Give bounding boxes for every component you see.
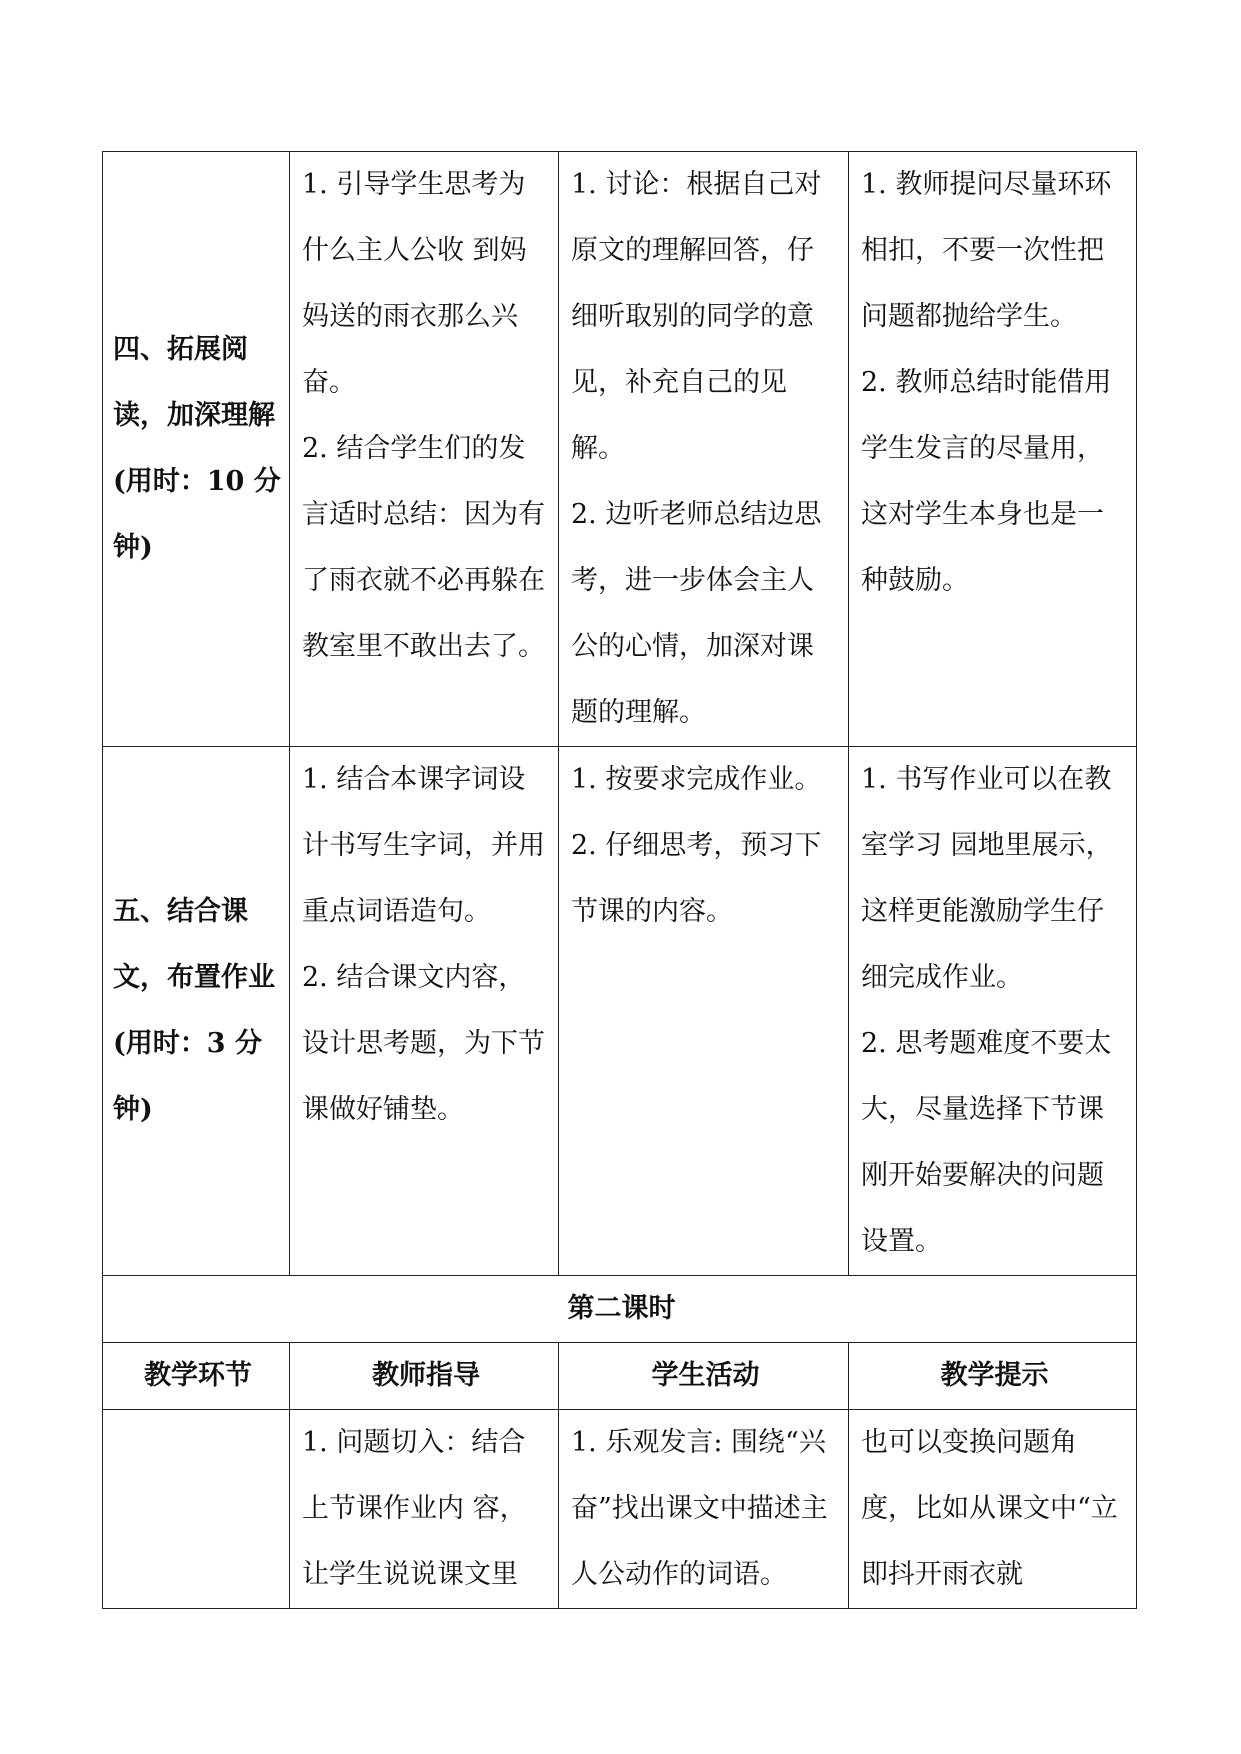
lesson-plan-table xyxy=(102,151,1137,1609)
list-item: 1. 讨论：根据自己对原文的理解回答，仔细听取别的同学的意见，补充自己的见解。 xyxy=(571,169,822,464)
list-item: 2. 教师总结时能借用学生发言的尽量用，这对学生本身也是一种鼓励。 xyxy=(861,367,1112,596)
list-item: 2. 思考题难度不要太大，尽量选择下节课刚开始要解决的问题设置。 xyxy=(861,1028,1112,1257)
student-activity-cell xyxy=(559,152,849,747)
section-title: 第二课时 xyxy=(103,1276,1137,1343)
column-header: 学生活动 xyxy=(559,1343,849,1410)
student-activity-cell xyxy=(559,747,849,1276)
list-item: 1. 结合本课字词设计书写生字词，并用重点词语造句。 xyxy=(302,764,545,927)
header-row xyxy=(103,1343,1137,1410)
teacher-guidance-cell xyxy=(290,152,559,747)
table-row xyxy=(103,1410,1137,1609)
list-item: 2. 结合学生们的发言适时总结：因为有了雨衣就不必再躲在教室里不敢出去了。 xyxy=(302,433,545,662)
section-title-row xyxy=(103,1276,1137,1343)
student-activity-cell: 1. 乐观发言: 围绕“兴奋”找出课文中描述主人公动作的词语。 xyxy=(559,1410,849,1609)
teaching-tip-cell: 也可以变换问题角度，比如从课文中“立即抖开雨衣就 xyxy=(849,1410,1137,1609)
list-item: 1. 书写作业可以在教室学习 园地里展示，这样更能激励学生仔细完成作业。 xyxy=(861,764,1113,993)
teacher-guidance-cell xyxy=(290,747,559,1276)
list-item: 2. 边听老师总结边思考，进一步体会主人公的心情，加深对课题的理解。 xyxy=(571,499,822,728)
table-row xyxy=(103,152,1137,747)
teacher-guidance-cell: 1. 问题切入：结合上节课作业内 容，让学生说说课文里 xyxy=(290,1410,559,1609)
stage-cell: 五、结合课文，布置作业(用时：3 分钟) xyxy=(103,747,290,1276)
list-item: 1. 按要求完成作业。 xyxy=(571,764,822,795)
column-header: 教学提示 xyxy=(849,1343,1137,1410)
stage-cell xyxy=(103,1410,290,1609)
list-item: 1. 引导学生思考为什么主人公收 到妈妈送的雨衣那么兴奋。 xyxy=(302,169,527,398)
column-header: 教师指导 xyxy=(290,1343,559,1410)
teaching-tip-cell xyxy=(849,152,1137,747)
column-header: 教学环节 xyxy=(103,1343,290,1410)
stage-cell: 四、拓展阅读，加深理解(用时：10 分钟) xyxy=(103,152,290,747)
list-item: 2. 结合课文内容，设计思考题，为下节课做好铺垫。 xyxy=(302,962,545,1125)
list-item: 2. 仔细思考，预习下节课的内容。 xyxy=(571,830,822,927)
teaching-tip-cell xyxy=(849,747,1137,1276)
table-row xyxy=(103,747,1137,1276)
list-item: 1. 教师提问尽量环环相扣，不要一次性把问题都抛给学生。 xyxy=(861,169,1112,332)
